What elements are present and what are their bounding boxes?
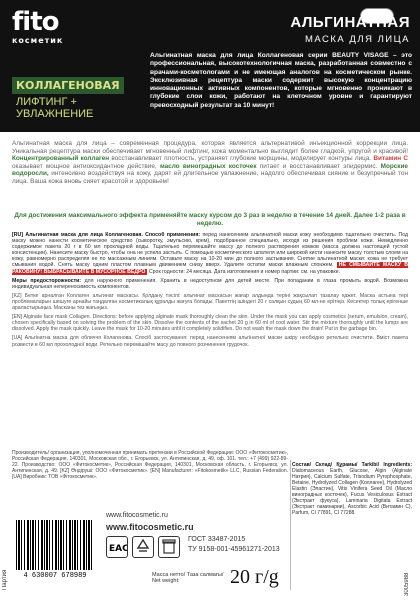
care-title: Меры предосторожности: (12, 277, 82, 284)
barcode-number: 4 630007 678989 (23, 572, 87, 580)
desc-collagen: Концентрированный коллаген (12, 155, 110, 163)
description-paragraph (12, 140, 408, 186)
brand-logo (12, 7, 82, 52)
warning-banner: НЕ СМЫВАЙТЕ МАСКУ В РАКОВИНУ! ВЫБРАСЫВАЙТЕ В МУСОРНОЕ ВЕДРО (12, 262, 408, 275)
badge-line2: ЛИФТИНГ + (16, 96, 77, 108)
ru-text: перед нанесением альгинатной маски кожу необходимо тщательно очистить. Под маску можно нанести косметическое средство (сыворотку, эмульсию, крем), подобранное специально, исходя из решения проблем кожи. Немедленно содержимое пакета 20 г в 60 мл прохладной воды. Тщательно перемешайте массу до полного растворения комков (масса должна настоящей густой консистенции). Нанесите маску быстро, чтобы она не успела застыть. С помощью косметического шпателя или широкой кисти нанесите маску толстым слоем на кожу, равномерно распределяя ее по массажным линиям. Оставьте маску на 10-20 мин до полного застывания. Снятие альгинатной маски: кожа не требует смывания водой. Снять маску одним пластом плавным движением снизу вверх. Удалите остатки маски влажным спонжем. (12, 232, 408, 269)
desc-p3b: питает и восстанавливает эпидермис. (256, 162, 378, 170)
lot-label: Партия (2, 569, 8, 590)
desc-grape-oil: масло виноградных косточек (159, 162, 257, 170)
bottom-info (12, 512, 288, 596)
ingredients-text: Diatomaceous Earth, Glucose, Algin (Alginate Натрия), Calcium Sulfate, Trisodium Pyrophosphate, Betaine, Hydrolyzed Collagen (Коллаген), Hydrolyzed Elastin (Эластин), Vitis Vinifera Seed Oil (Масло виноградных косточек), Fucus Vesiculosus Extract (Экстракт фукуса), Laminaria Digitata Extract (Экстракт ламинарии), Ascorbic Acid (Витамин С), Parfum, CI 77891, CI 77288. (292, 468, 412, 516)
desc-p2: восстанавливает плотность, устраняет глубокие морщины, моделирует контуры лица. (109, 155, 372, 163)
tu-standard: ТУ 9158-001-45961271-2013 (188, 546, 280, 553)
ingredients-title: Состав/ Склад/ Құрамы/ Tarkibi/ Ingredients: (292, 462, 412, 468)
desc-p1: Альгинатная маска для лица – современная процедура, которая является альтернативой инъекционной коррекции лица. Уникальная рецептура маски обеспечивает мгновенный лифтинг, кожа моментально выглядит более гладкой, упругой и красивой! (12, 140, 408, 155)
badge-line1: КОЛЛАГЕНОВАЯ (12, 77, 124, 94)
care-text: для наружного применения. Хранить в недоступном для детей месте. При попадании в глаза промыть водой. Возможна индивидуальная непереносимость компонентов. (12, 277, 408, 290)
ua-text: [UA] Альгінатна маска для обличчя Колагенова. Спосіб застосування: перед нанесенням альгінатної маски шкіру необхідно ретельно очистити. Вміст пакета розвести в 60 мл прохолодної води. Ретельно перемішайте масу до повного розчинення грудочок. (12, 335, 408, 348)
desc-p3: оказывает мощное антиоксидантное действие, (12, 162, 157, 170)
barcode-icon (16, 520, 94, 570)
instructions-block (12, 232, 408, 448)
product-subtitle: МАСКА ДЛЯ ЛИЦА (304, 34, 410, 45)
divider (290, 460, 291, 590)
intro-text: Альгинатная маска для лица Коллагеновая серии BEAUTY VISAGE – это профессиональная, высокотехнологичная маска, разработанная совместно с врачами-косметологами и не имеющая аналогов на косметическом рынке. Эксклюзивная рецептура маски содержит высокую концентрацию инновационных активных компонентов, которые мгновенно проникают в глубокие слои кожи, работают на клеточном уровне и гарантируют превосходный результат за 10 минут! (150, 52, 412, 109)
website-small: www.fitocosmetic.ru (106, 512, 168, 519)
kz-text: [KZ] Бетке арналған Коллаген альгинат маскасы. Қолдану тәсілі: альгинат маскасын жағар алдында теріні жақсылап тазалау қажет. Маска астына тері проблемаларын шешуге арнайы таңдалған косметикалық құралды жағуға болады. Пакеттің ішіндегі 20 г салқын судың 60 мл-не ерітіңіз. Кесектер толық ерігенше араластырыңыз. Масканы тез жағыңыз. (12, 292, 408, 312)
eac-mark-icon (106, 536, 128, 558)
website-link[interactable]: www.fitocosmetic.ru (106, 522, 194, 532)
product-title: АЛЬГИНАТНАЯ (290, 14, 410, 31)
certification-icons (106, 536, 186, 562)
manufacturer-info: Производитель/ организация, уполномоченная принимать претензии в Российской Федерации: ООО «Фитокосметик», Российская Федерация, 140301, Московская обл., г. Егорьевск, ул. Антипинская, д. 49, оф. 101. тел.: +7 (499) 922-89-22. Производство: ООО «Фитокосметик», Российская Федерация, 140301, Московская область, г. Егорьевск, ул. Антипинская, д. 49. [KZ] Өндіруші: ООО «Фитокосметик». [EN] Manufacturer: «Fitokosmetik» LLC, Russian Federation. [UA] Виробник: ТОВ «Фітокосметик». (12, 450, 288, 480)
ingredients-block (292, 462, 412, 590)
product-badge (12, 76, 148, 128)
net-weight-value: 20 г/g (230, 566, 279, 588)
package-header (0, 0, 420, 132)
recycle-icon (132, 536, 154, 558)
barcode (12, 520, 98, 580)
desc-vitamin-c: Витамин С (373, 155, 409, 163)
jar-icon (158, 536, 180, 558)
brand-logo-top: fito (12, 7, 59, 37)
en-text: [EN] Alginate face mask Collagen. Directions: before applying alginate mask thoroughly clean the skin. Under the mask you can apply cosmetics (serum, emulsion, cream), chosen specifically based on solving the problem of the skin. Dissolve the contents of the sachet 20 g in 60 ml of cool water. Stir the mixture thoroughly until the lumps are dissolved. Apply the mask quickly. Leave the mask for 10-20 minutes until it completely solidifies. Do not wash the mask down the drain! Put in the garbage bin. (12, 314, 408, 333)
badge-line3: УВЛАЖНЕНИЕ (16, 108, 94, 120)
side-code: 3005988 (404, 572, 410, 596)
svg-text:EAC: EAC (109, 544, 127, 554)
ru-title: [RU] Альгинатная маска для лица Коллагеновая. Способ применения: (12, 232, 201, 238)
desc-seaweed: Морские водоросли, (12, 162, 408, 178)
purpose-text: Для достижения максимального эффекта применяйте маску курсом до 3 раз в неделю в течение 14 дней. Далее 1-2 раза в неделю. (14, 212, 406, 227)
brand-logo-bottom: косметик (12, 36, 64, 45)
desc-p4: интенсивно воздействуя на кожу, дарят ей длительное увлажнение, надолго обеспечивая сияние и безупречный тон лица. Ваша кожа вновь сияет красотой и здоровьем! (12, 170, 408, 185)
shelf-life: Срок годности: 24 месяца. Дата изготовления и номер партии: см. на упаковке. (148, 268, 341, 275)
gost-standard: ГОСТ 33487-2015 (188, 536, 246, 543)
net-weight-label: Масса нетто/ Таза салмағы/ Net weight: (152, 572, 224, 584)
